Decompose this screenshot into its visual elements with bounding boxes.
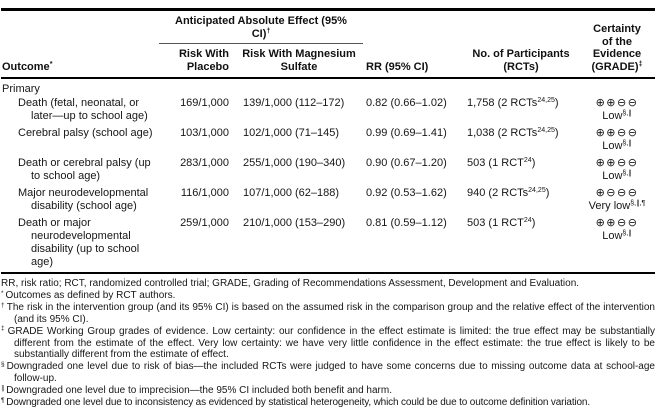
section-row-primary: [1, 78, 655, 96]
rr-cell: 0.90 (0.67–1.20): [366, 157, 447, 169]
outcome-row-cerebral-palsy: [1, 126, 655, 156]
risk-magnesium-cell: 102/1,000 (71–145): [243, 127, 340, 139]
col-header-rr: [363, 10, 463, 79]
participants-value: 503 (1 RCT: [467, 217, 524, 229]
col-header-anticipated-effect: [159, 10, 363, 44]
participants-header-label: No. of Participants (RCTs): [472, 48, 570, 73]
grade-footnote-markers: §,∥: [622, 170, 632, 178]
footnote-inconsistency: [1, 397, 655, 409]
grade-label-text: Low: [602, 140, 623, 152]
rct-citation-refs: 24: [523, 217, 532, 225]
rr-header-label: RR (95% CI): [366, 60, 429, 73]
outcome-cell: Death or major neurodevelopmental disability (up to school age): [1, 216, 159, 273]
participants-close-paren: ): [531, 217, 536, 229]
outcome-row-major-disability: [1, 186, 655, 216]
grade-label-text: Low: [602, 230, 623, 242]
footnote-text: Downgraded one level due to risk of bias—the included RCTs were judged to have some concerns due to missing outcome data at school-age follow-up.: [6, 361, 655, 385]
grade-symbols: ⊕⊕⊖⊖: [595, 97, 639, 109]
participants-cell: [463, 156, 579, 186]
footnote-marker: §: [1, 361, 5, 369]
outcome-footnote-marker: *: [49, 60, 53, 68]
risk-placebo-cell: 283/1,000: [180, 157, 229, 169]
certainty-cell: [579, 156, 655, 186]
evidence-table: [1, 8, 655, 274]
risk-placebo-cell: 169/1,000: [180, 97, 229, 109]
footnote-marker: ‡: [1, 325, 6, 333]
grade-footnote-markers: §,∥: [622, 230, 632, 238]
footnote-text: Downgraded one level due to imprecision—the 95% CI included both benefit and harm.: [6, 385, 392, 397]
participants-value: 1,038 (2 RCTs: [467, 127, 538, 139]
certainty-cell: [579, 96, 655, 126]
section-label: Primary: [2, 83, 40, 95]
col-header-participants: [463, 10, 579, 79]
col-header-risk-placebo: [159, 44, 235, 79]
abbreviations-note: RR, risk ratio; RCT, randomized controlled trial; GRADE, Grading of Recommendations Assessment, Development and Evaluation.: [1, 278, 580, 289]
risk-magnesium-cell: 210/1,000 (153–290): [235, 216, 363, 273]
rr-cell: 0.99 (0.69–1.41): [366, 127, 447, 139]
participants-close-paren: ): [554, 127, 559, 139]
anticipated-effect-footnote-marker: †: [266, 27, 271, 35]
footnote-marker: *: [1, 289, 4, 297]
risk-placebo-header-label: Risk With Placebo: [178, 48, 229, 73]
grade-label: [579, 140, 655, 153]
grade-footnote-markers: §,∥: [622, 140, 632, 148]
outcome-cell: Death or cerebral palsy (up to school age): [18, 157, 151, 182]
footnote-marker: ∥: [1, 384, 5, 392]
col-header-risk-magnesium: [235, 44, 363, 79]
risk-placebo-cell: 116/1,000: [180, 187, 229, 199]
footnote-risk-of-bias: [1, 361, 655, 385]
certainty-header-label: Certainty of the Evidence (GRADE): [591, 23, 642, 73]
grade-symbols: ⊕⊕⊖⊖: [595, 217, 639, 229]
rct-citation-refs: 24,25: [537, 97, 555, 105]
grade-symbols: ⊕⊕⊖⊖: [595, 127, 639, 139]
anticipated-effect-label: Anticipated Absolute Effect (95% CI): [175, 15, 347, 40]
certainty-cell: [579, 186, 655, 216]
participants-value: 940 (2 RCTs: [467, 187, 529, 199]
footnote-grade-definitions: [1, 326, 655, 362]
grade-symbols: ⊕⊕⊖⊖: [595, 157, 639, 169]
table-body: [1, 78, 655, 273]
certainty-cell: [579, 216, 655, 273]
table-header: [1, 10, 655, 79]
rct-citation-refs: 24: [523, 157, 532, 165]
grade-symbols: ⊕⊖⊖⊖: [595, 187, 639, 199]
rr-cell: 0.82 (0.66–1.02): [366, 97, 447, 109]
risk-magnesium-cell: 255/1,000 (190–340): [243, 157, 346, 169]
footnotes-block: [1, 278, 655, 409]
rct-citation-refs: 24,25: [537, 127, 555, 135]
footnote-text: Outcomes as defined by RCT authors.: [5, 289, 176, 301]
footnote-text: The risk in the intervention group (and its 95% CI) is based on the assumed risk in the comparison group and the relative effect of the intervention (and its 95% CI).: [6, 301, 655, 325]
certainty-footnote-marker: ‡: [638, 60, 643, 68]
rr-cell: 0.92 (0.53–1.62): [366, 187, 447, 199]
participants-close-paren: ): [554, 97, 559, 109]
grade-footnote-markers: §,∥: [622, 110, 632, 118]
outcome-row-death: [1, 96, 655, 126]
grade-label: [579, 110, 655, 123]
grade-label-text: Low: [602, 110, 623, 122]
risk-placebo-cell: 103/1,000: [180, 127, 229, 139]
grade-label-text: Low: [602, 170, 623, 182]
participants-cell: [463, 96, 579, 126]
col-header-certainty: [579, 10, 655, 79]
footnote-text: GRADE Working Group grades of evidence. Low certainty: our confidence in the effect estimate is limited: the true effect may be substantially different from the estimate of the effect. Very low certainty: we have very little confidence in the effect estimate: the true effect is likely to be substantially different from the estimate of effect.: [7, 325, 655, 361]
risk-placebo-cell: 259/1,000: [159, 216, 235, 273]
participants-cell: [463, 186, 579, 216]
rct-citation-refs: 24,25: [528, 187, 546, 195]
outcome-cell: Death (fetal, neonatal, or later—up to school age): [18, 97, 148, 122]
participants-cell: [463, 216, 579, 273]
outcome-cell: Major neurodevelopmental disability (school age): [18, 187, 149, 212]
grade-label-text: Very low: [588, 200, 631, 212]
grade-label: [579, 200, 655, 213]
participants-value: 503 (1 RCT: [467, 157, 524, 169]
footnote-marker: ¶: [1, 396, 5, 404]
participants-value: 1,758 (2 RCTs: [467, 97, 538, 109]
rr-cell: 0.81 (0.59–1.12): [363, 216, 463, 273]
grade-footnote-markers: §,∥,¶: [630, 200, 646, 208]
risk-magnesium-header-label: Risk With Magnesium Sulfate: [242, 48, 356, 73]
risk-magnesium-cell: 139/1,000 (112–172): [243, 97, 345, 109]
col-header-outcome: [1, 10, 159, 79]
footnote-marker: †: [1, 301, 5, 309]
participants-close-paren: ): [545, 187, 550, 199]
footnote-intervention-risk: [1, 302, 655, 326]
footnote-outcomes: [1, 290, 655, 302]
footnote-text: Downgraded one level due to inconsistency as evidenced by statistical heterogeneity, which could be due to outcome definition variation.: [6, 397, 590, 409]
outcome-row-death-or-cerebral-palsy: [1, 156, 655, 186]
grade-label: [579, 170, 655, 183]
risk-magnesium-cell: 107/1,000 (62–188): [243, 187, 340, 199]
outcome-row-death-or-major-disability: [1, 216, 655, 273]
participants-close-paren: ): [531, 157, 536, 169]
certainty-cell: [579, 126, 655, 156]
col-header-outcome-label: Outcome: [2, 60, 50, 73]
outcome-cell: Cerebral palsy (school age): [18, 127, 153, 139]
participants-cell: [463, 126, 579, 156]
footnote-imprecision: [1, 385, 655, 397]
grade-label: [579, 230, 655, 243]
